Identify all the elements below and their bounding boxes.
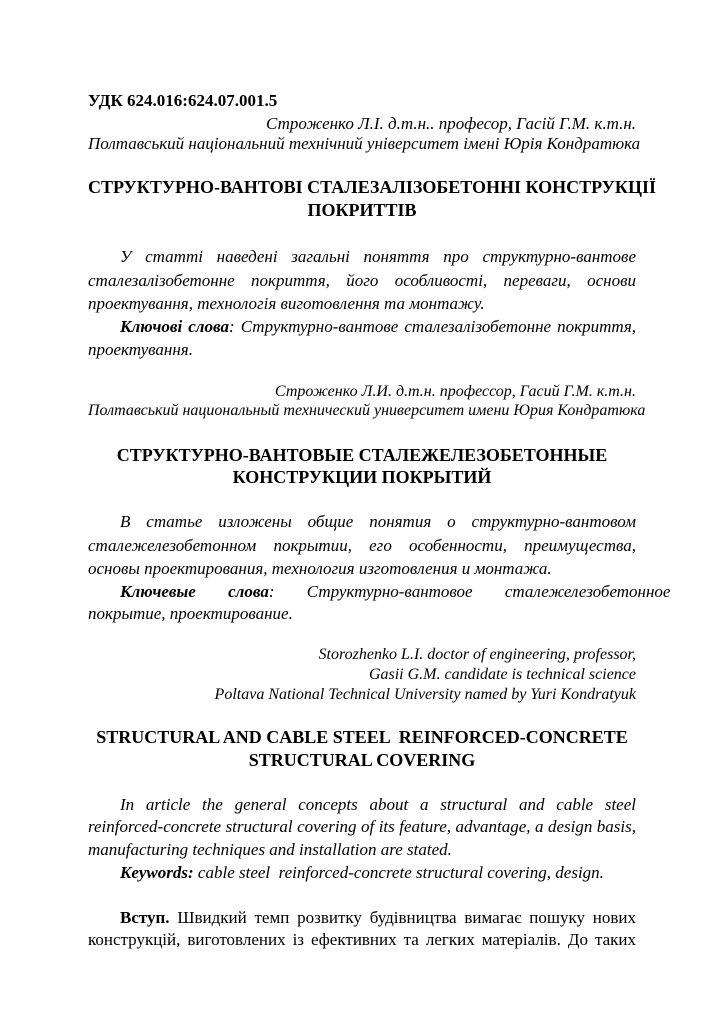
abstract-en-line: reinforced-concrete structural covering of its feature, advantage, a design basis, (88, 817, 636, 836)
keywords-ua-line: Ключові слова: Структурно-вантове сталезалізобетонне покриття, (120, 317, 636, 336)
keywords-ru-line: Ключевые слова: Структурно-вантовое сталежелезобетонное (120, 582, 671, 601)
title-ua-line: ПОКРИТТІВ (307, 200, 417, 220)
title-en-line: STRUCTURAL COVERING (248, 750, 476, 770)
title-en-line: STRUCTURAL AND CABLE STEEL REINFORCED-CONCRETE (96, 727, 628, 747)
title-ua-line: СТРУКТУРНО-ВАНТОВІ СТАЛЕЗАЛІЗОБЕТОННІ КОНСТРУКЦІЇ (88, 177, 656, 197)
title-ru-line: СТРУКТУРНО-ВАНТОВЫЕ СТАЛЕЖЕЛЕЗОБЕТОННЫЕ (116, 445, 608, 465)
abstract-ru-line: основы проектирования, технология изготовления и монтажа. (88, 559, 552, 578)
authors-ru: Строженко Л.И. д.т.н. профессор, Гасий Г.М. к.т.н. (274, 383, 636, 400)
udk-code: УДК 624.016:624.07.001.5 (88, 91, 278, 110)
abstract-ru-line: В статье изложены общие понятия о структурно-вантовом (120, 512, 636, 531)
abstract-en-line: In article the general concepts about a structural and cable steel (120, 795, 636, 814)
abstract-ua-line: проектування, технологія виготовлення та монтажу. (88, 294, 485, 313)
authors-en-line: Storozhenko L.I. doctor of engineering, professor, (318, 646, 636, 663)
intro-line: конструкцій, виготовлених із ефективних та легких матеріалів. До таких (88, 930, 636, 949)
affiliation-ua: Полтавський національний технічний університет імені Юрія Кондратюка (88, 134, 641, 153)
affiliation-en: Poltava National Technical University named by Yuri Kondratyuk (214, 686, 636, 703)
affiliation-ru: Полтавський национальный технический университет имени Юрия Кондратюка (88, 402, 646, 419)
abstract-ru-line: сталежелезобетонном покрытии, его особенности, преимущества, (88, 536, 636, 555)
keywords-ru-line: покрытие, проектирование. (88, 604, 293, 623)
intro-line: Вступ. Швидкий темп розвитку будівництва вимагає пошуку нових (120, 908, 636, 927)
intro-label: Вступ. (120, 908, 170, 927)
authors-en-line: Gasii G.M. candidate is technical science (368, 666, 636, 683)
abstract-en-line: manufacturing techniques and installation are stated. (88, 840, 452, 859)
title-ru-line: КОНСТРУКЦИИ ПОКРЫТИЙ (232, 467, 492, 487)
keywords-label: Ключові слова (120, 317, 229, 336)
abstract-ua-line: сталезалізобетонне покриття, його особливості, переваги, основи (88, 271, 636, 290)
abstract-ua-line: У статті наведені загальні поняття про структурно-вантове (120, 247, 636, 266)
keywords-ua-line: проектування. (88, 340, 193, 359)
authors-ua: Строженко Л.І. д.т.н.. професор, Гасій Г.М. к.т.н. (266, 114, 636, 133)
keywords-en-line: Keywords: cable steel reinforced-concrete structural covering, design. (120, 863, 604, 882)
